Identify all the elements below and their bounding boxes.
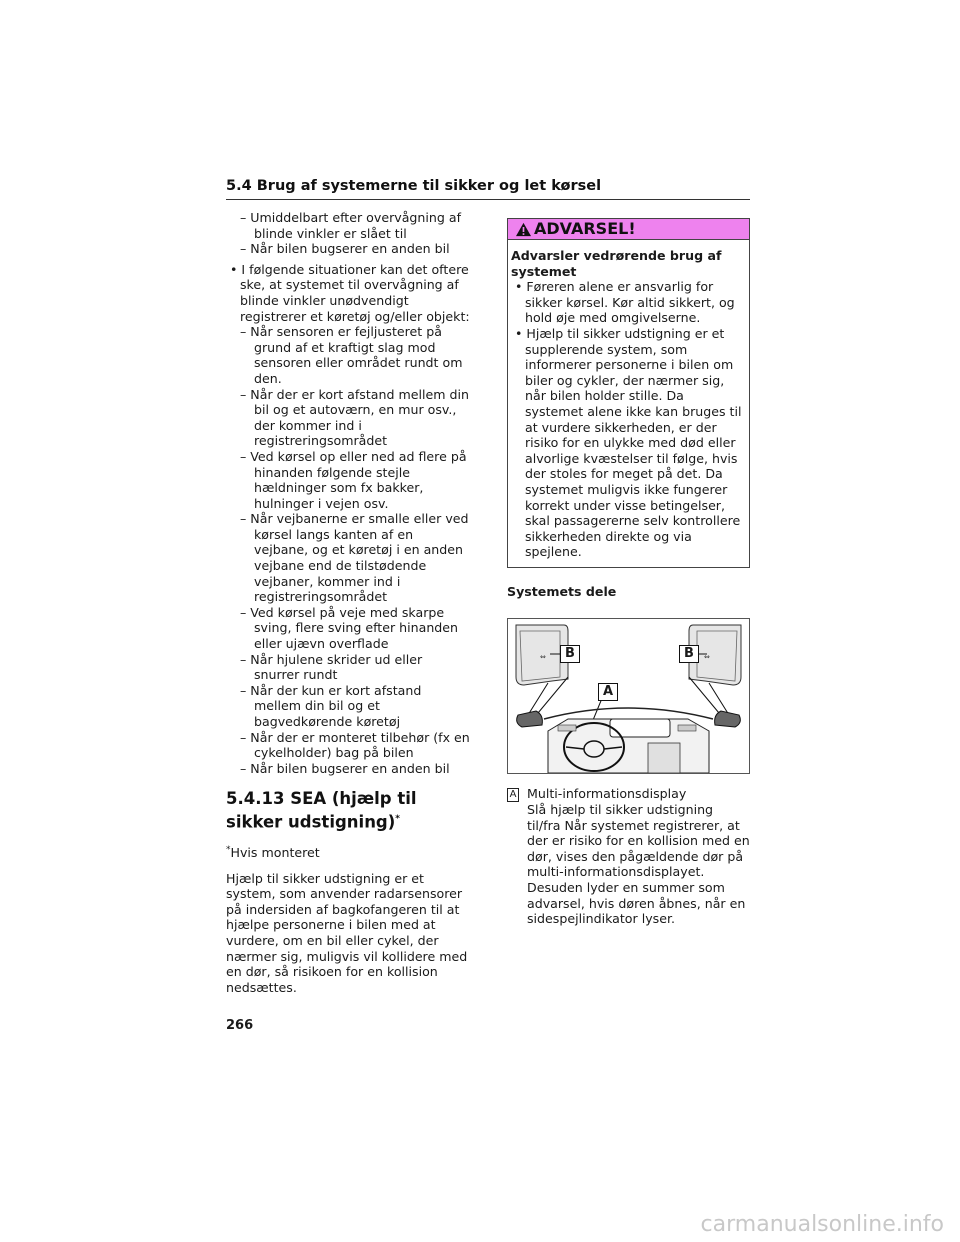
warning-title: ADVARSEL! bbox=[534, 219, 636, 238]
footnote-mark: * bbox=[395, 814, 401, 825]
label-a: A bbox=[598, 683, 618, 701]
list-item: – Når bilen bugserer en anden bil bbox=[240, 241, 450, 257]
list-item: – Når vejbanerne er smalle eller ved kørsel langs kanten af en vejbane, og et køretøj i en anden vejbane end de tilstødende vejbaner, kommer ind i registreringsområdet bbox=[240, 511, 469, 605]
svg-text:⇔: ⇔ bbox=[704, 653, 710, 662]
warning-bullet: • Føreren alene er ansvarlig for sikker kørsel. Kør altid sikkert, og hold øje med omgivelserne. bbox=[515, 279, 735, 326]
warning-heading: Advarsler vedrørende brug af systemet bbox=[511, 248, 722, 279]
legend-badge: A bbox=[507, 788, 519, 802]
dashboard-illustration bbox=[508, 619, 749, 773]
list-item: – Når bilen bugserer en anden bil bbox=[240, 760, 450, 776]
dashboard-figure bbox=[507, 618, 750, 774]
intro-paragraph: Hjælp til sikker udstigning er et system, som anvender radarsensorer på indersiden af bagkofangeren til at hjælpe personerne i bilen med at vurdere, om en bil eller cykel, der nærmer sig, muligvis vil kollidere med en dør, så risikoen for en kollision nedsættes. bbox=[226, 870, 468, 995]
label-b-left: B bbox=[560, 645, 580, 663]
section-heading bbox=[226, 788, 470, 833]
list-item: – Når der er kort afstand mellem din bil og et autoværn, en mur osv., der kommer ind i registreringsområdet bbox=[240, 386, 469, 449]
left-column bbox=[226, 210, 470, 995]
footnote-mark: * bbox=[226, 844, 231, 855]
legend-item bbox=[507, 786, 750, 926]
warning-body bbox=[508, 240, 749, 567]
section-heading-text: 5.4.13 SEA (hjælp til sikker udstigning) bbox=[226, 789, 417, 832]
label-b-right: B bbox=[679, 645, 699, 663]
right-column bbox=[507, 218, 750, 927]
footnote bbox=[226, 843, 470, 861]
warning-triangle-icon bbox=[515, 222, 532, 237]
list-item: – Når der er monteret tilbehør (fx en cykelholder) bag på bilen bbox=[240, 729, 470, 761]
list-item: – Ved kørsel på veje med skarpe sving, flere sving efter hinanden eller ujævn overflade bbox=[240, 604, 459, 652]
legend-title: Multi-informationsdisplay bbox=[527, 786, 687, 802]
svg-text:⇔: ⇔ bbox=[540, 653, 546, 662]
legend-content bbox=[527, 786, 750, 926]
warning-bullet: • Hjælp til sikker udstigning er et supplerende system, som informerer personerne i bilen om biler og cykler, der nærmer sig, når bilen holder stille. Da systemet alene ikke kan bruges til at vurdere sikkerheden, er der risiko for en ulykke med død eller alvorlige kvæstelser til følge, hvis der stoles for meget på det. Da systemet muligvis ikke fungerer korrekt under visse betingelser, skal passagererne selv kontrollere sikkerheden direkte og via spejlene. bbox=[515, 325, 742, 560]
list-item: – Ved kørsel op eller ned ad flere på hinanden følgende stejle hældninger som fx bakker, hulninger i vejen osv. bbox=[240, 448, 467, 511]
list-item: – Umiddelbart efter overvågning af blinde vinkler er slået til bbox=[240, 210, 462, 241]
systems-heading: Systemets dele bbox=[507, 583, 617, 599]
footnote-text: Hvis monteret bbox=[230, 845, 320, 861]
warning-box bbox=[507, 218, 750, 568]
watermark: carmanualsonline.info bbox=[700, 1212, 944, 1237]
warning-title-bar bbox=[508, 219, 749, 240]
section-header: 5.4 Brug af systemerne til sikker og let kørsel bbox=[226, 178, 602, 194]
list-item: – Når hjulene skrider ud eller snurrer rundt bbox=[240, 651, 423, 683]
bullet-item: • I følgende situationer kan det oftere ske, at systemet til overvågning af blinde vinkler unødvendigt registrerer et køretøj og/eller objekt: bbox=[230, 261, 470, 324]
page-number: 266 bbox=[226, 1018, 254, 1033]
legend-text: Slå hjælp til sikker udstigning til/fra Når systemet registrerer, at der er risiko for en kollision med en dør, vises den pågældende dør på multi-informationsdisplayet. Desuden lyder en summer som advarsel, hvis døren åbnes, når en sidespejlindikator lyser. bbox=[527, 802, 750, 927]
list-item: – Når sensoren er fejljusteret på grund af et kraftigt slag mod sensoren eller området rundt om den. bbox=[240, 324, 463, 386]
header-divider bbox=[226, 199, 750, 200]
list-item: – Når der kun er kort afstand mellem din bil og et bagvedkørende køretøj bbox=[240, 682, 422, 729]
